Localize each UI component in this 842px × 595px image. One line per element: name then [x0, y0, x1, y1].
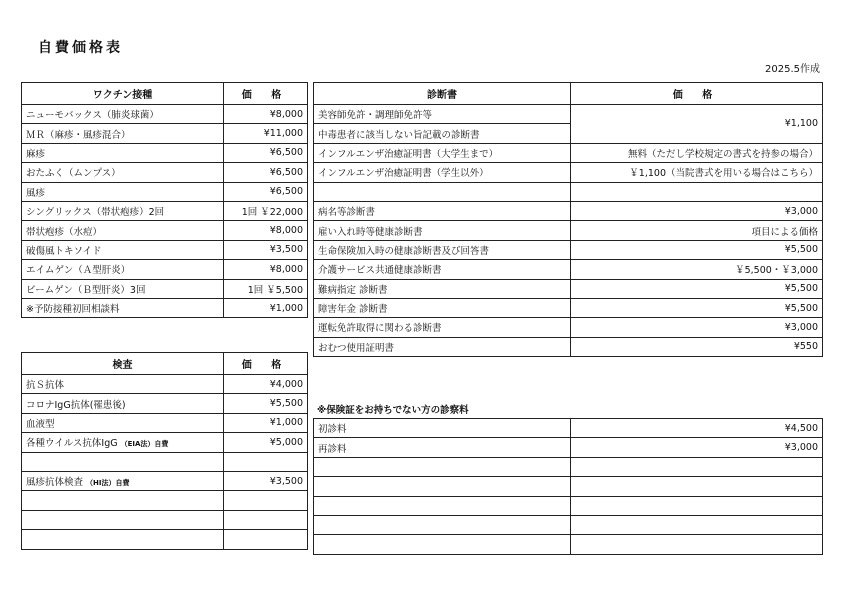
test-header-row: [22, 353, 308, 375]
table-row: [314, 535, 823, 554]
table-row: [314, 201, 823, 220]
vaccine-header-row: [22, 83, 308, 105]
page-title: 自費価格表: [38, 40, 123, 56]
uninsured-name: [314, 535, 571, 554]
uninsured-table: [313, 418, 823, 555]
vaccine-name: 破傷風トキソイド: [22, 240, 224, 259]
cert-price: 項目による価格: [571, 221, 823, 240]
vaccine-name: ※予防接種初回相談料: [22, 298, 224, 317]
table-row: [22, 240, 308, 259]
certificate-table: [313, 82, 823, 357]
test-price: [224, 530, 308, 549]
test-name: 抗Ｓ抗体: [22, 375, 224, 394]
cert-name: 障害年金 診断書: [314, 298, 571, 317]
uninsured-price: [571, 477, 823, 496]
table-row: [22, 298, 308, 317]
vaccine-name: ビームゲン（Ｂ型肝炎）3回: [22, 279, 224, 298]
uninsured-price: [571, 496, 823, 515]
cert-price: ¥3,000: [571, 318, 823, 337]
table-row: [314, 438, 823, 457]
cert-name: 介護サービス共通健康診断書: [314, 260, 571, 279]
test-price: ¥4,000: [224, 375, 308, 394]
table-row: [22, 260, 308, 279]
cert-header-row: [314, 83, 823, 105]
vaccine-price: 1回 ￥5,500: [224, 279, 308, 298]
test-name: [22, 530, 224, 549]
test-price: ¥3,500: [224, 471, 308, 490]
table-row: [22, 163, 308, 182]
vaccine-price: ¥8,000: [224, 221, 308, 240]
table-row: [314, 240, 823, 259]
vaccine-price: ¥6,500: [224, 163, 308, 182]
cert-name: 難病指定 診断書: [314, 279, 571, 298]
table-row: [314, 182, 823, 201]
uninsured-price: ¥4,500: [571, 419, 823, 438]
cert-price: ￥1,100（当院書式を用いる場合はこちら）: [571, 163, 823, 182]
uninsured-name: [314, 457, 571, 476]
cert-price: 無料（ただし学校規定の書式を持参の場合）: [571, 143, 823, 162]
table-row: [22, 105, 308, 124]
vaccine-price: ¥3,500: [224, 240, 308, 259]
cert-price: ¥5,500: [571, 298, 823, 317]
uninsured-heading: ※保険証をお持ちでない方の診察料: [317, 405, 469, 416]
uninsured-price: [571, 515, 823, 534]
cert-price: ￥5,500・￥3,000: [571, 260, 823, 279]
uninsured-name: [314, 515, 571, 534]
uninsured-price: [571, 457, 823, 476]
test-name: [22, 452, 224, 471]
table-row: [22, 491, 308, 510]
table-row: [22, 221, 308, 240]
vaccine-price: ¥8,000: [224, 105, 308, 124]
table-row: [314, 105, 823, 124]
table-row: [314, 163, 823, 182]
vaccine-price: ¥11,000: [224, 124, 308, 143]
cert-name-line1: 美容師免許・調理師免許等: [314, 105, 571, 124]
cert-merged-price: ¥1,100: [571, 105, 823, 144]
cert-name: 病名等診断書: [314, 201, 571, 220]
test-name: コロナIgG抗体(罹患後): [22, 394, 224, 413]
test-header-price: 価 格: [224, 353, 308, 375]
vaccine-name: ＭＲ（麻疹・風疹混合）: [22, 124, 224, 143]
uninsured-name: [314, 477, 571, 496]
table-row: [22, 452, 308, 471]
vaccine-name: ニューモバックス（肺炎球菌）: [22, 105, 224, 124]
uninsured-price: ¥3,000: [571, 438, 823, 457]
table-row: [22, 124, 308, 143]
cert-price: ¥3,000: [571, 201, 823, 220]
test-name: 各種ウイルス抗体IgG （EIA法）自費: [22, 433, 224, 452]
table-row: [314, 260, 823, 279]
table-row: [22, 433, 308, 452]
vaccine-name: 帯状疱疹（水痘）: [22, 221, 224, 240]
vaccine-price: ¥1,000: [224, 298, 308, 317]
table-row: [22, 201, 308, 220]
table-row: [314, 143, 823, 162]
table-row: [22, 182, 308, 201]
table-row: [22, 530, 308, 549]
table-row: [22, 279, 308, 298]
test-price: ¥5,500: [224, 394, 308, 413]
cert-name: インフルエンザ治癒証明書（大学生まで）: [314, 143, 571, 162]
table-row: [22, 143, 308, 162]
test-name: 風疹抗体検査 （HI法）自費: [22, 471, 224, 490]
table-row: [22, 394, 308, 413]
uninsured-name: 初診料: [314, 419, 571, 438]
cert-name: おむつ使用証明書: [314, 337, 571, 356]
table-row: [314, 337, 823, 356]
test-price: [224, 452, 308, 471]
test-price: ¥1,000: [224, 413, 308, 432]
uninsured-price: [571, 535, 823, 554]
cert-price: ¥550: [571, 337, 823, 356]
cert-name: インフルエンザ治癒証明書（学生以外）: [314, 163, 571, 182]
table-row: [314, 318, 823, 337]
table-row: [314, 496, 823, 515]
table-row: [314, 298, 823, 317]
table-row: [22, 413, 308, 432]
cert-name: 生命保険加入時の健康診断書及び回答書: [314, 240, 571, 259]
vaccine-price: 1回 ￥22,000: [224, 201, 308, 220]
vaccine-name: エイムゲン（Ａ型肝炎）: [22, 260, 224, 279]
cert-name: 運転免許取得に関わる診断書: [314, 318, 571, 337]
table-row: [314, 221, 823, 240]
test-name: 血液型: [22, 413, 224, 432]
test-price: ¥5,000: [224, 433, 308, 452]
cert-name: [314, 182, 571, 201]
vaccine-name: 風疹: [22, 182, 224, 201]
cert-price: ¥5,500: [571, 240, 823, 259]
table-row: [314, 477, 823, 496]
cert-name: 雇い入れ時等健康診断書: [314, 221, 571, 240]
vaccine-price: ¥6,500: [224, 143, 308, 162]
table-row: [314, 515, 823, 534]
vaccine-name: シングリックス（帯状疱疹）2回: [22, 201, 224, 220]
test-header-name: 検査: [22, 353, 224, 375]
table-row: [22, 510, 308, 529]
test-price: [224, 491, 308, 510]
vaccine-price: ¥8,000: [224, 260, 308, 279]
test-name: [22, 510, 224, 529]
table-row: [314, 419, 823, 438]
test-price: [224, 510, 308, 529]
table-row: [314, 279, 823, 298]
uninsured-name: [314, 496, 571, 515]
table-row: [22, 471, 308, 490]
table-row: [314, 457, 823, 476]
table-row: [22, 375, 308, 394]
cert-name-line2: 中毒患者に該当しない旨記載の診断書: [314, 124, 571, 143]
cert-header-price: 価 格: [571, 83, 823, 105]
created-date: 2025.5作成: [765, 64, 820, 75]
vaccine-header-name: ワクチン接種: [22, 83, 224, 105]
uninsured-name: 再診料: [314, 438, 571, 457]
cert-header-name: 診断書: [314, 83, 571, 105]
vaccine-table: [21, 82, 308, 318]
vaccine-name: 麻疹: [22, 143, 224, 162]
cert-price: ¥5,500: [571, 279, 823, 298]
cert-price: [571, 182, 823, 201]
vaccine-name: おたふく（ムンプス）: [22, 163, 224, 182]
vaccine-header-price: 価 格: [224, 83, 308, 105]
vaccine-price: ¥6,500: [224, 182, 308, 201]
test-table: [21, 352, 308, 550]
test-name: [22, 491, 224, 510]
